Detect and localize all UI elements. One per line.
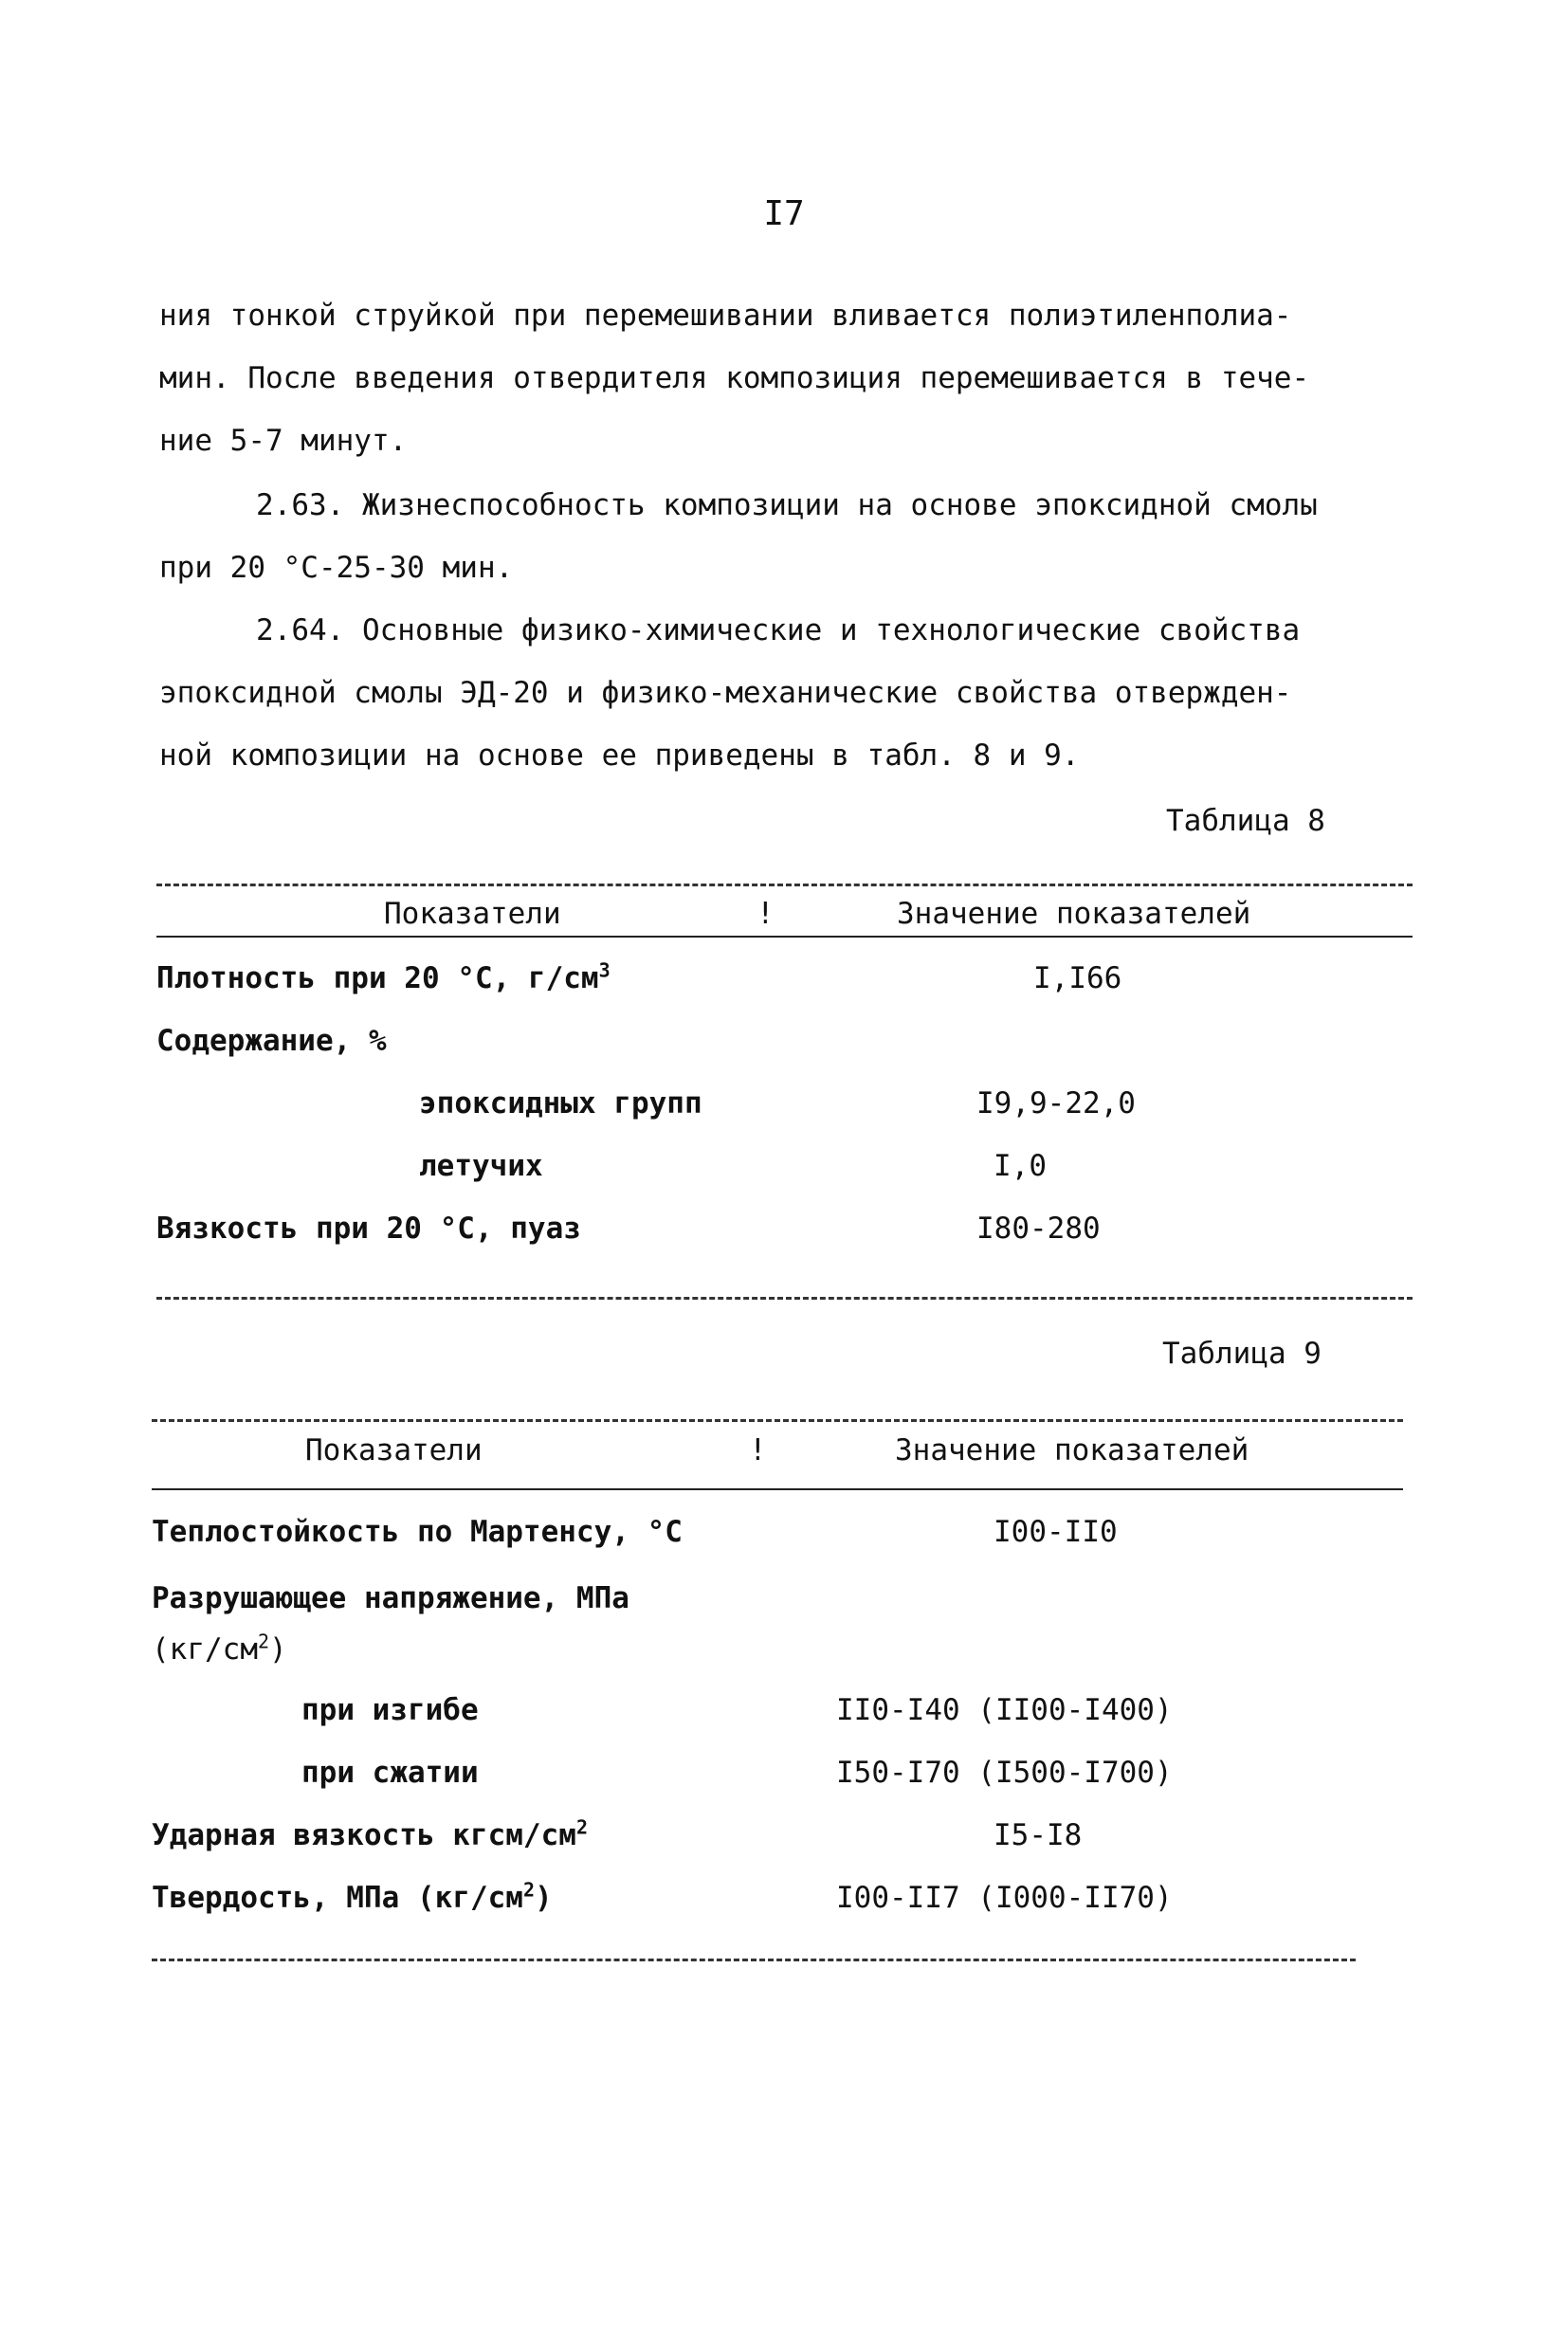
table-8-top-rule: [156, 884, 1413, 886]
table-8-header-rule: [156, 936, 1413, 938]
table-8-row-value: I,I66: [1033, 961, 1122, 995]
superscript: 2: [257, 1630, 270, 1653]
row-label-text: Плотность при 20 °С, г/см: [156, 961, 599, 995]
table-9-row-label: [152, 1815, 588, 1852]
row-label-text: Твердость, МПа (кг/см: [152, 1881, 523, 1915]
paragraph-2-64: [159, 599, 1300, 787]
row-label-text: Ударная вязкость кгсм/см: [152, 1818, 576, 1852]
text-line: при 20 °С-25-30 мин.: [159, 551, 514, 585]
superscript: 2: [575, 1815, 588, 1839]
text-line: 2.63. Жизнеспособность композиции на основе эпоксидной смолы: [256, 488, 1318, 522]
table-8-row-label: эпоксидных групп: [419, 1086, 702, 1121]
table-9-header-rule: [152, 1488, 1403, 1490]
superscript: 3: [598, 958, 611, 982]
table-9-row-label: [152, 1632, 287, 1667]
table-9-row-value: II0-I40 (II00-I400): [836, 1693, 1173, 1727]
table-8-header-col2: Значение показателей: [897, 897, 1251, 931]
text-line: 2.64. Основные физико-химические и технологические свойства: [256, 613, 1301, 647]
table-9-row-label: [152, 1878, 553, 1915]
table-9-row-label: Разрушающее напряжение, МПа: [152, 1581, 629, 1615]
text-line: ния тонкой струйкой при перемешивании вливается полиэтиленполиа-: [159, 299, 1292, 333]
table-9-row-value: I00-II7 (I000-II70): [836, 1881, 1173, 1915]
table-9-bottom-rule: [152, 1959, 1356, 1961]
row-label-suffix: ): [269, 1632, 287, 1667]
paragraph-continuation: [159, 284, 1309, 472]
page-number: I7: [763, 194, 805, 233]
table-9-top-rule: [152, 1419, 1403, 1422]
table-8-row-label: летучих: [419, 1149, 543, 1183]
paragraph-2-63: [159, 474, 1318, 599]
table-8-row-label: [156, 958, 611, 995]
table-9-row-label: при изгибе: [301, 1693, 479, 1727]
table-8-row-value: I80-280: [976, 1212, 1101, 1246]
text-line: ной композиции на основе ее приведены в табл. 8 и 9.: [159, 738, 1080, 773]
table-9-row-value: I50-I70 (I500-I700): [836, 1756, 1173, 1790]
table-8-header-separator: !: [757, 897, 775, 931]
table-9-header-col1: Показатели: [305, 1433, 483, 1467]
table-9-caption: Таблица 9: [1162, 1337, 1322, 1371]
table-9-row-label: при сжатии: [301, 1756, 479, 1790]
table-9-header-separator: !: [749, 1433, 767, 1467]
text-line: мин. После введения отвердителя композиция перемешивается в тече-: [159, 361, 1310, 395]
superscript: 2: [522, 1878, 535, 1902]
table-8-row-label: Вязкость при 20 °С, пуаз: [156, 1212, 581, 1246]
table-8-row-value: I,0: [994, 1149, 1047, 1183]
table-8-row-value: I9,9-22,0: [976, 1086, 1136, 1121]
row-label-suffix: ): [534, 1881, 553, 1915]
table-8-caption: Таблица 8: [1166, 804, 1325, 838]
table-9-row-label: Теплостойкость по Мартенсу, °С: [152, 1515, 683, 1549]
table-9-row-value: I00-II0: [994, 1515, 1118, 1549]
table-9-row-value: I5-I8: [994, 1818, 1083, 1852]
text-line: эпоксидной смолы ЭД-20 и физико-механические свойства отвержден-: [159, 676, 1292, 710]
table-8-bottom-rule: [156, 1297, 1413, 1300]
table-9-header-col2: Значение показателей: [895, 1433, 1249, 1467]
text-line: ние 5-7 минут.: [159, 424, 408, 458]
table-8-row-label: Содержание, %: [156, 1024, 387, 1058]
row-label-text: (кг/см: [152, 1632, 258, 1667]
table-8-header-col1: Показатели: [384, 897, 561, 931]
